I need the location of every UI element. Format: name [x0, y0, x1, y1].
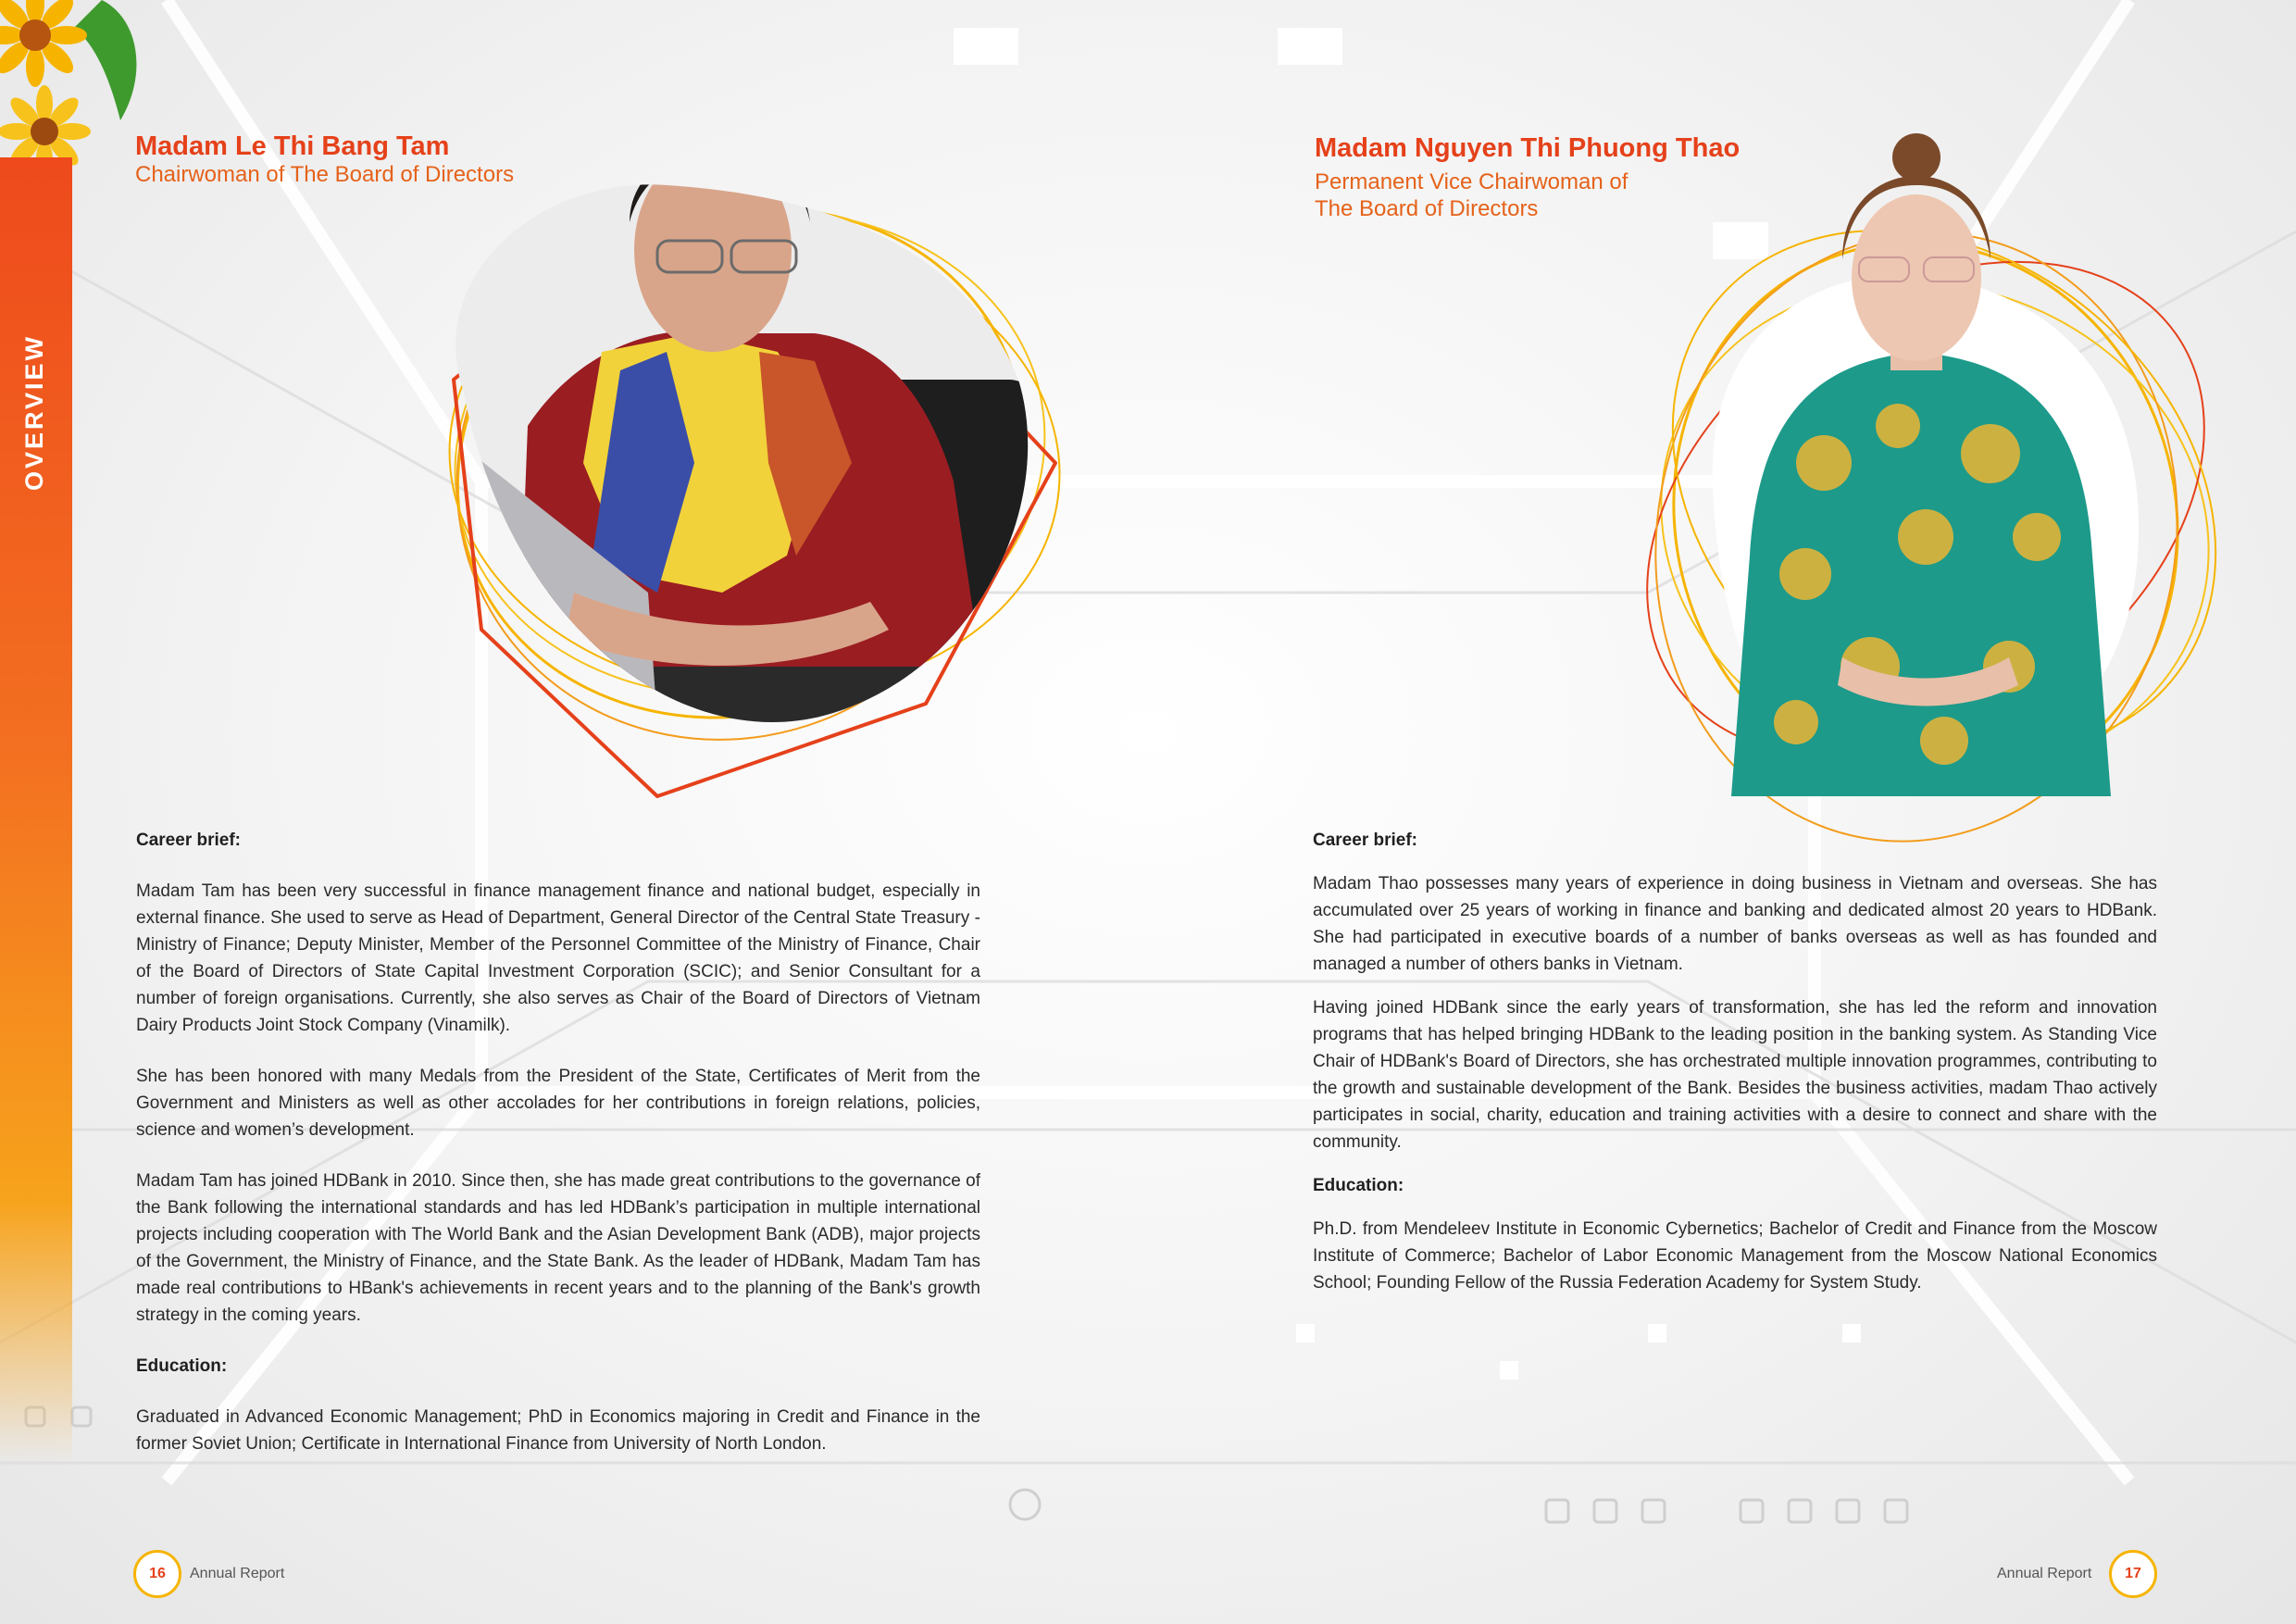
right-footer-label: Annual Report	[1997, 1566, 2092, 1581]
right-profile-title-line-1: Permanent Vice Chairwoman of	[1315, 169, 1628, 194]
left-page-number: 16	[133, 1550, 181, 1598]
section-sidebar	[0, 157, 72, 1463]
right-education-text: Ph.D. from Mendeleev Institute in Economic Cybernetics; Bachelor of Credit and Finance from the Moscow Institute of Commerce; Bachelor of Labor Economic Management from the Moscow National Economics School; Founding Fellow of the Russia Federation Academy for System Study.	[1313, 1219, 2157, 1293]
right-career-paragraph-1: Madam Thao possesses many years of experience in doing business in Vietnam and overseas. She has accumulated over 25 years of working in finance and banking and dedicated almost 20 years to HDBank. She had participated in executive boards of a number of banks overseas as well as has founded and managed a number of others banks in Vietnam.	[1313, 874, 2157, 974]
left-footer-label: Annual Report	[190, 1566, 285, 1581]
right-education-heading: Education:	[1313, 1176, 1404, 1195]
right-portrait	[1592, 93, 2259, 861]
left-profile-name: Madam Le Thi Bang Tam	[135, 131, 450, 161]
left-education-text: Graduated in Advanced Economic Management; PhD in Economics majoring in Credit and Finance in the former Soviet Union; Certificate in International Finance from University of North London.	[136, 1407, 980, 1454]
left-career-section	[136, 827, 980, 1457]
left-career-paragraph-3: Madam Tam has joined HDBank in 2010. Since then, she has made great contributions to the governance of the Bank following the international standards and has led HDBank’s participation in multiple international projects including cooperation with The World Bank and the Asian Development Bank (ADB), major projects of the Government, the Ministry of Finance, and the State Bank. As the leader of HDBank, Madam Tam has made real contributions to HBank's achievements in recent years and to the planning of the Bank's growth strategy in the coming years.	[136, 1171, 980, 1325]
left-career-heading: Career brief:	[136, 831, 241, 850]
left-education-heading: Education:	[136, 1356, 228, 1376]
left-career-paragraph-2: She has been honored with many Medals from the President of the State, Certificates of Merit from the Government and Ministers as well as other accolades for her contributions in foreign relations, policies, science and women’s development.	[136, 1067, 980, 1140]
right-career-paragraph-2: Having joined HDBank since the early years of transformation, she has led the reform and innovation programs that has helped bringing HDBank to the leading position in the banking system. As Standing Vice Chair of HDBank's Board of Directors, she has orchestrated multiple innovation programmes, contributing to the growth and sustainable development of the Bank. Besides the business activities, madam Thao actively participates in social, charity, education and training activities with a desire to connect and share with the community.	[1313, 998, 2157, 1152]
right-profile-name: Madam Nguyen Thi Phuong Thao	[1315, 133, 1741, 163]
section-label: OVERVIEW	[20, 333, 48, 491]
left-profile-title: Chairwoman of The Board of Directors	[135, 162, 515, 187]
left-career-paragraph-1: Madam Tam has been very successful in finance management finance and national budget, especially in external finance. She used to serve as Head of Department, General Director of the Central State Treasury - Ministry of Finance; Deputy Minister, Member of the Personnel Committee of the Ministry of Finance, Chair of the Board of Directors of State Capital Investment Corporation (SCIC); and Senior Consultant for a number of foreign organisations. Currently, she also serves as Chair of the Board of Directors of Vietnam Dairy Products Joint Stock Company (Vinamilk).	[136, 881, 980, 1035]
right-career-section	[1313, 827, 2157, 1296]
right-profile-title-line-2: The Board of Directors	[1315, 196, 1539, 221]
left-portrait	[389, 74, 1111, 815]
right-page-number: 17	[2109, 1550, 2157, 1598]
right-career-heading: Career brief:	[1313, 831, 1417, 850]
